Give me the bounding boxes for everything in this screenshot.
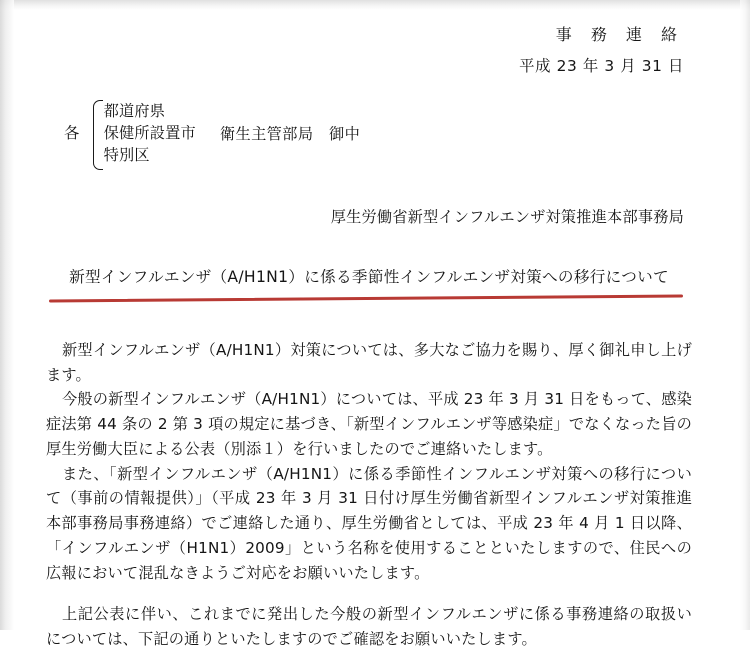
addressee-item-special-ward: 特別区 bbox=[103, 145, 150, 164]
paragraph-1: 新型インフルエンザ（A/H1N1）対策については、多大なご協力を賜り、厚く御礼申し上げます。 bbox=[46, 340, 692, 384]
addressee-item-health-center-city: 保健所設置市 bbox=[103, 124, 196, 143]
document-title-wrap bbox=[46, 265, 692, 297]
brace-left-icon bbox=[86, 97, 102, 171]
addressee-prefix: 各 bbox=[64, 124, 80, 143]
paragraph-2: 今般の新型インフルエンザ（A/H1N1）については、平成 23 年 3 月 31 日をもって、感染症法第 44 条の 2 第 3 項の規定に基づき、「新型インフルエンザ等感染症」でなくなった旨の厚生労働大臣による公表（別添１）を行いましたのでご連絡いたします。 bbox=[46, 390, 692, 458]
addressee-brace-group bbox=[86, 97, 196, 171]
paragraph-4: 上記公表に伴い、これまでに発出した今般の新型インフルエンザに係る事務連絡の取扱いについては、下記の通りといたしますのでご確認をお願いいたします。 bbox=[46, 605, 692, 649]
document-header bbox=[46, 22, 684, 79]
body-paragraphs bbox=[46, 338, 692, 652]
addressee-target: 衛生主管部局 御中 bbox=[219, 124, 361, 143]
addressee-list bbox=[104, 101, 196, 166]
page-title bbox=[67, 265, 671, 297]
title-underline-mark bbox=[49, 294, 683, 302]
document-date: 平成 23 年 3 月 31 日 bbox=[519, 56, 684, 75]
paragraph-3: また、「新型インフルエンザ（A/H1N1）に係る季節性インフルエンザ対策への移行について（事前の情報提供）」（平成 23 年 3 月 31 日付け厚生労働省新型インフルエンザ対策推進本部事務局事務連絡）でご連絡した通り、厚生労働省としては、平成 23 年 4 月 1 日以降、「インフルエンザ（H1N1）2009」という名称を使用することといたしますので、住民への広報において混乱なきようご対応をお願いいたします。 bbox=[46, 464, 692, 582]
issuer-line: 厚生労働省新型インフルエンザ対策推進本部事務局 bbox=[330, 207, 684, 226]
document-type-label: 事 務 連 絡 bbox=[555, 25, 684, 44]
addressee-block bbox=[46, 97, 692, 171]
addressee-item-prefecture: 都道府県 bbox=[103, 102, 166, 121]
page-title-text: 新型インフルエンザ（A/H1N1）に係る季節性インフルエンザ対策への移行について bbox=[69, 268, 669, 287]
